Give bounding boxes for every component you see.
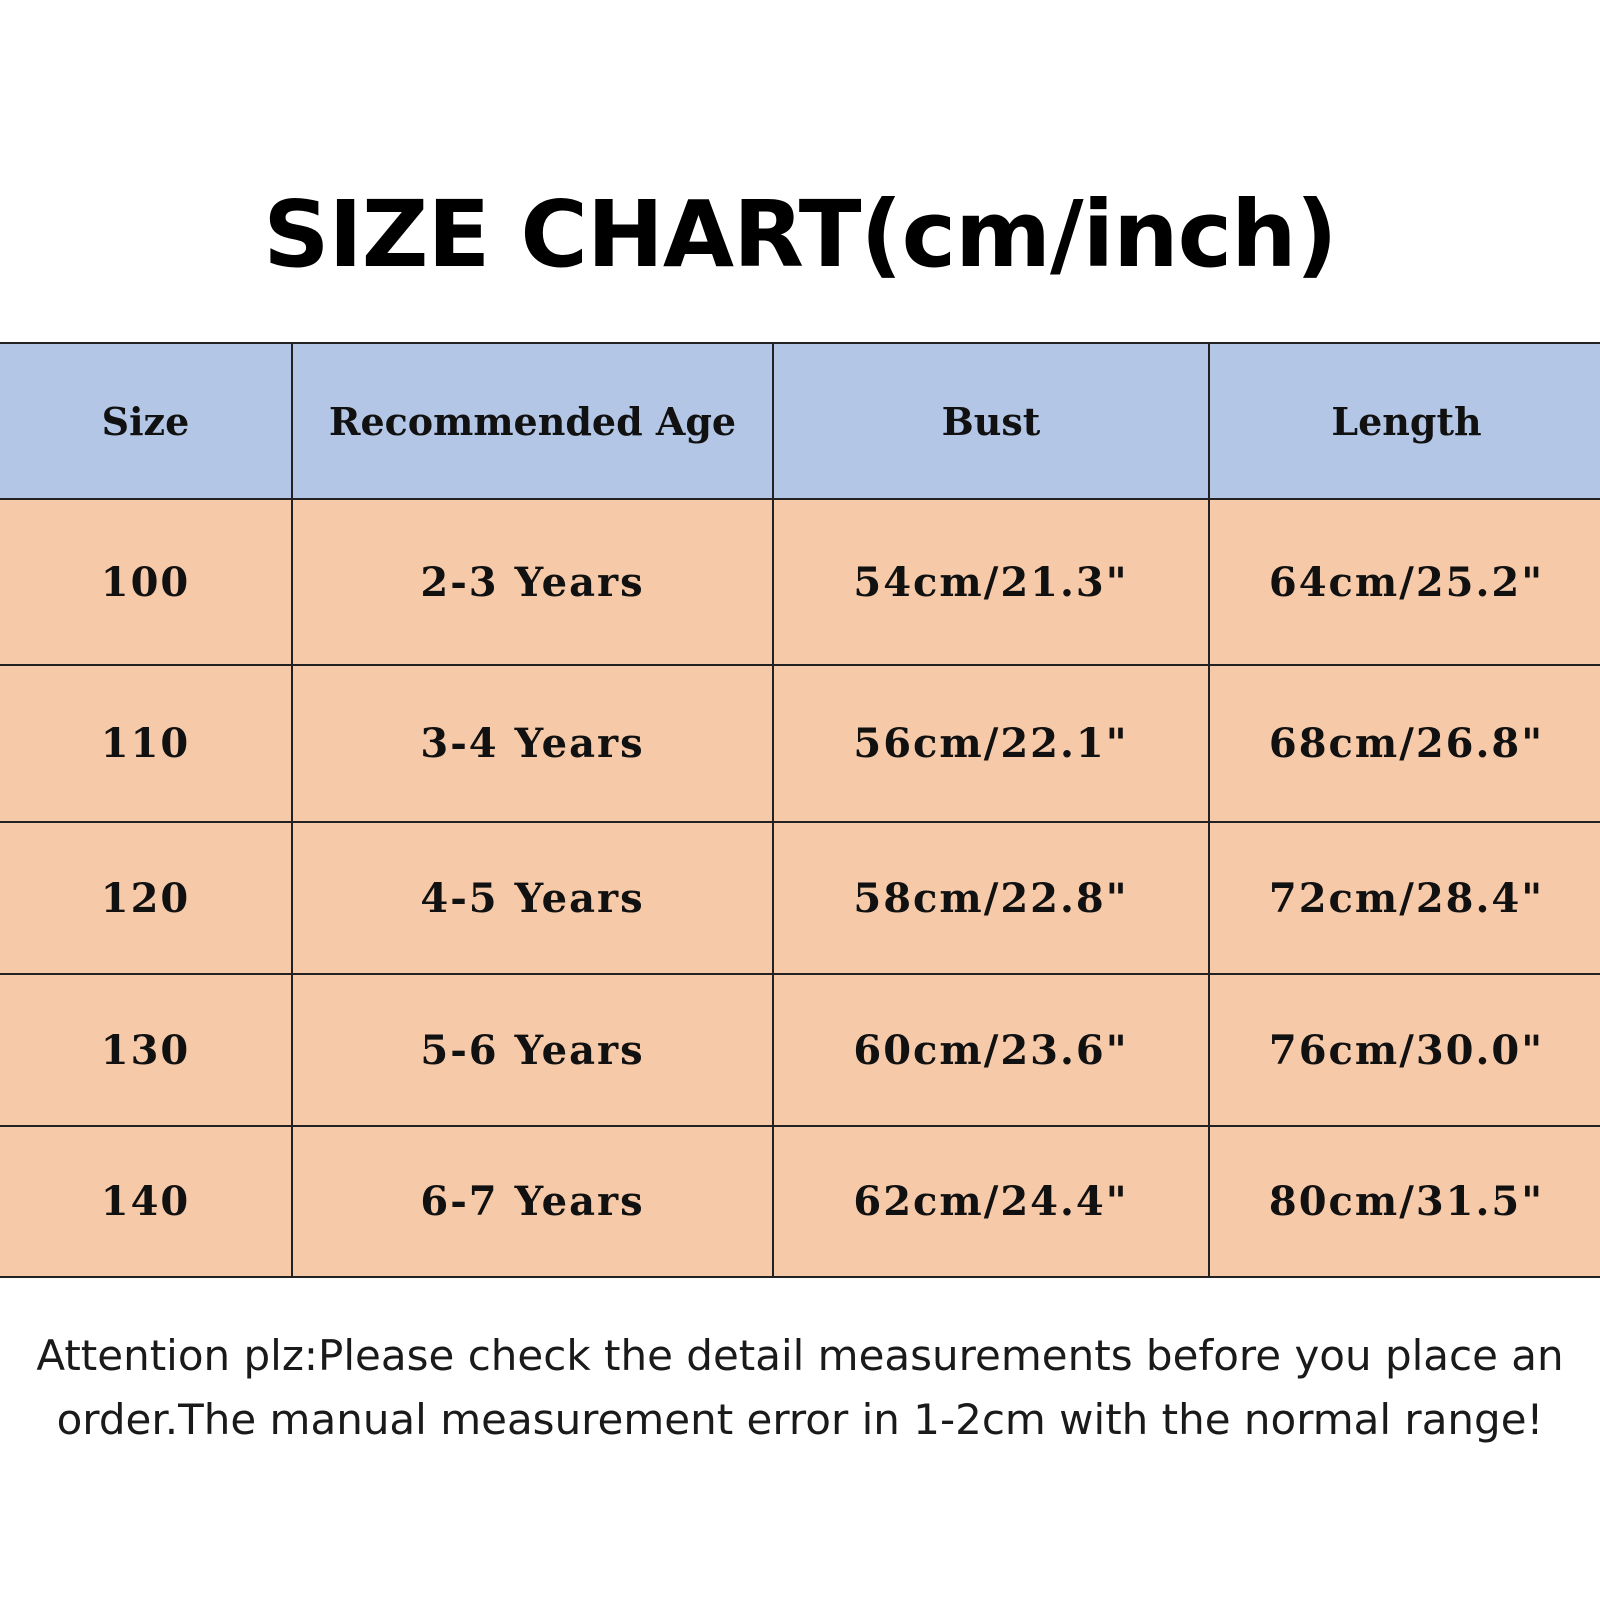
cell-bust: 60cm/23.6" — [773, 974, 1209, 1126]
cell-age: 4-5 Years — [292, 822, 773, 974]
cell-size: 130 — [0, 974, 292, 1126]
header-length: Length — [1209, 343, 1600, 499]
cell-age: 5-6 Years — [292, 974, 773, 1126]
table-row — [0, 665, 1600, 822]
cell-size: 100 — [0, 499, 292, 665]
cell-length: 76cm/30.0" — [1209, 974, 1600, 1126]
cell-size: 120 — [0, 822, 292, 974]
table-row — [0, 822, 1600, 974]
cell-bust: 56cm/22.1" — [773, 665, 1209, 822]
cell-bust: 54cm/21.3" — [773, 499, 1209, 665]
table-header-row — [0, 343, 1600, 499]
page-title: SIZE CHART(cm/inch) — [263, 181, 1337, 288]
cell-length: 80cm/31.5" — [1209, 1126, 1600, 1277]
cell-age: 2-3 Years — [292, 499, 773, 665]
cell-size: 110 — [0, 665, 292, 822]
cell-length: 64cm/25.2" — [1209, 499, 1600, 665]
size-chart-table — [0, 342, 1600, 1278]
table-row — [0, 499, 1600, 665]
cell-bust: 62cm/24.4" — [773, 1126, 1209, 1277]
table-row — [0, 974, 1600, 1126]
cell-bust: 58cm/22.8" — [773, 822, 1209, 974]
header-recommended-age: Recommended Age — [292, 343, 773, 499]
cell-size: 140 — [0, 1126, 292, 1277]
cell-length: 72cm/28.4" — [1209, 822, 1600, 974]
attention-note: Attention plz:Please check the detail measurements before you place an order.The manual measurement error in 1-2cm with the normal range! — [36, 1331, 1564, 1444]
cell-age: 6-7 Years — [292, 1126, 773, 1277]
cell-age: 3-4 Years — [292, 665, 773, 822]
table-row — [0, 1126, 1600, 1277]
header-size: Size — [0, 343, 292, 499]
cell-length: 68cm/26.8" — [1209, 665, 1600, 822]
header-bust: Bust — [773, 343, 1209, 499]
